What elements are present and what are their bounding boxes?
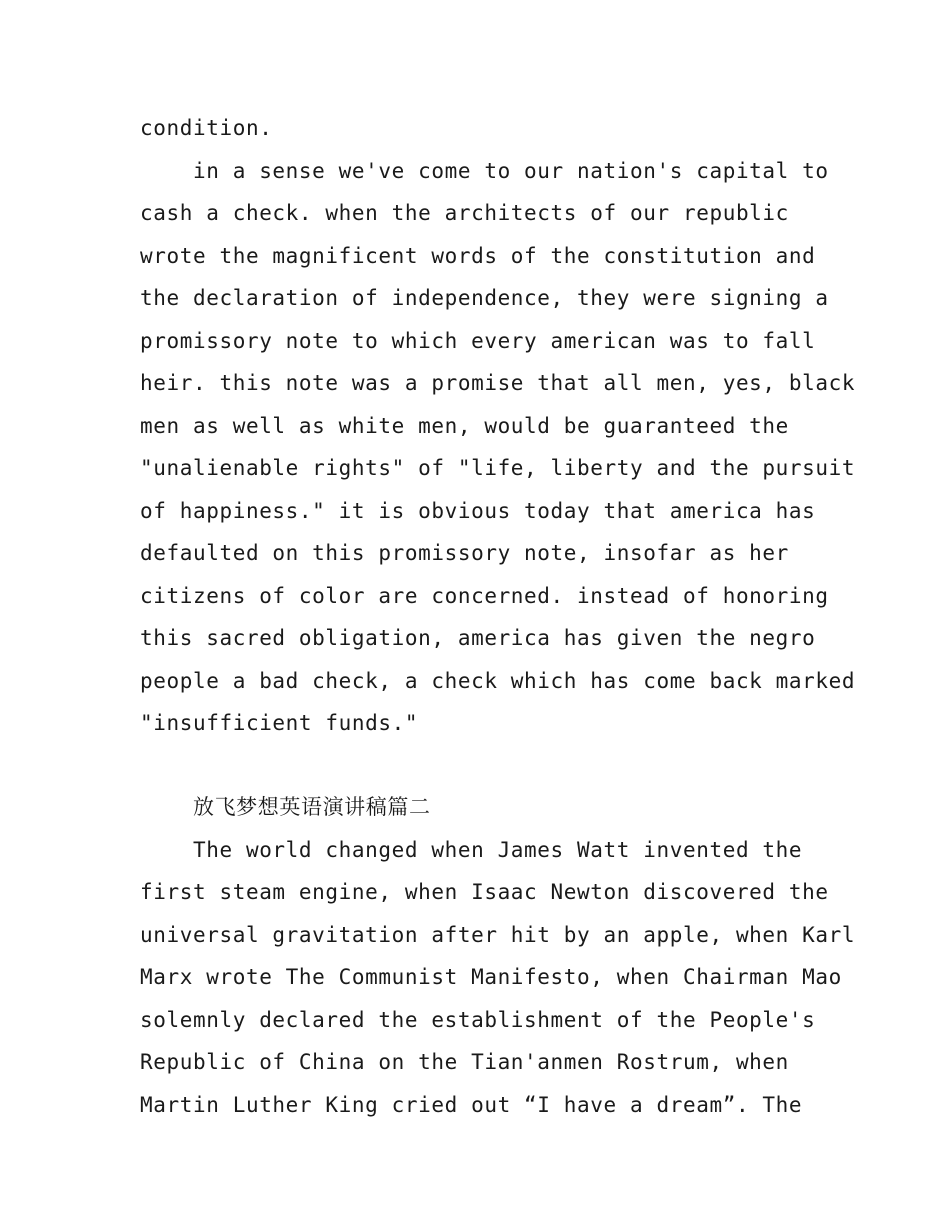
text-line: of happiness." it is obvious today that america has <box>140 498 816 523</box>
text-line: men as well as white men, would be guaranteed the <box>140 413 789 438</box>
text-line: solemnly declared the establishment of the People's <box>140 1007 816 1032</box>
text-line: first steam engine, when Isaac Newton discovered the <box>140 880 829 904</box>
text-line: Republic of China on the Tian'anmen Rostrum, when <box>140 1050 789 1074</box>
text-line: "insufficient funds." <box>140 711 419 735</box>
text-line: the declaration of independence, they were signing a <box>140 286 829 310</box>
text-line: defaulted on this promissory note, insofar as her <box>140 541 789 565</box>
text-line: condition. <box>140 116 273 140</box>
text-line: in a sense we've come to our nation's capital to <box>140 158 829 183</box>
text-line: Marx wrote The Communist Manifesto, when Chairman Mao <box>140 965 842 989</box>
text-line: Martin Luther King cried out “I have a dream”. The <box>140 1092 803 1117</box>
speech-two-section <box>140 786 856 1126</box>
text-line: wrote the magnificent words of the constitution and <box>140 243 816 268</box>
text-line: heir. this note was a promise that all men, yes, black <box>140 371 856 395</box>
section-heading: 放飞梦想英语演讲稿篇二 <box>140 795 431 819</box>
text-line: universal gravitation after hit by an apple, when Karl <box>140 922 856 947</box>
text-line: people a bad check, a check which has come back marked <box>140 668 856 693</box>
text-line: promissory note to which every american was to fall <box>140 328 816 353</box>
text-line: citizens of color are concerned. instead of honoring <box>140 583 829 608</box>
text-line: "unalienable rights" of "life, liberty and the pursuit <box>140 456 856 480</box>
speech-excerpt-section <box>140 107 856 745</box>
text-line: this sacred obligation, america has given the negro <box>140 626 816 650</box>
text-line: cash a check. when the architects of our republic <box>140 201 789 225</box>
text-line: The world changed when James Watt invented the <box>140 837 803 862</box>
